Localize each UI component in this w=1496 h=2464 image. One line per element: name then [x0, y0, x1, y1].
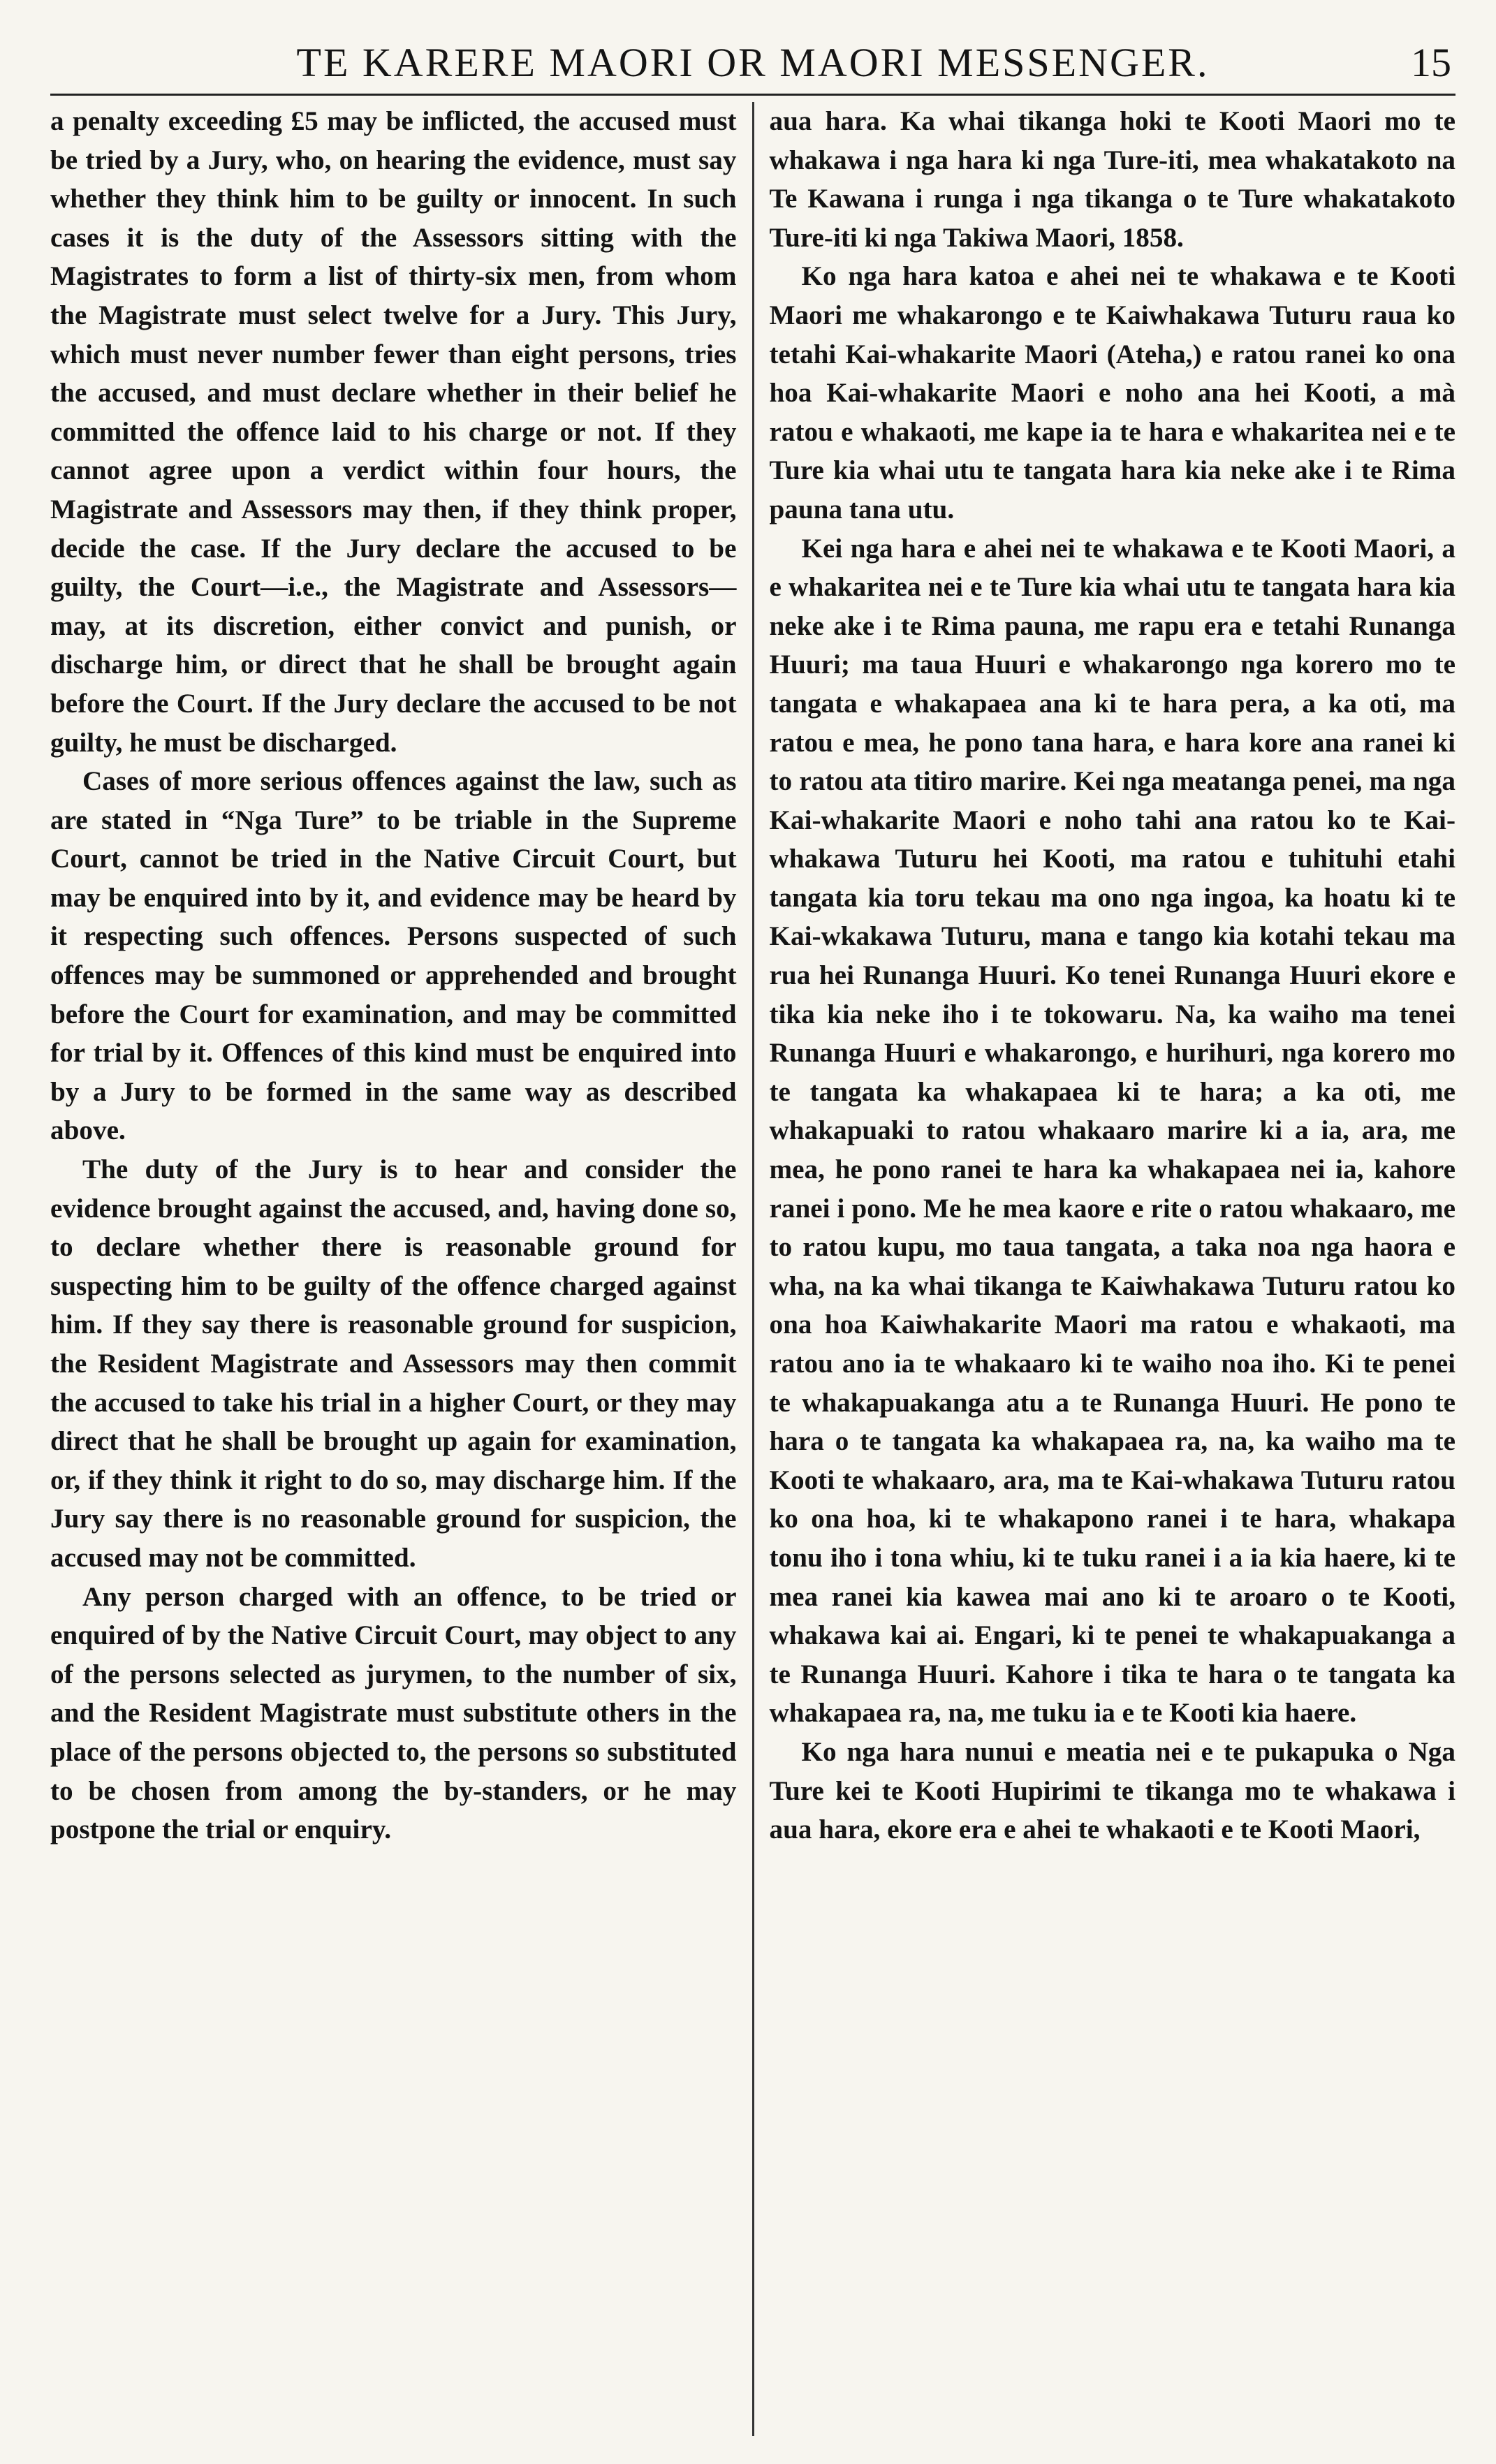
english-paragraph-4: Any person charged with an offence, to be tried or enquired of by the Native Circuit Court, may object to any of the persons selected as jurymen, to the number of six, and the Resident Magistrate must substitute others in the place of the persons objected to, the persons so substituted to be chosen from among the by-standers, or he may postpone the trial or enquiry. — [50, 1581, 737, 1845]
maori-paragraph-1: aua hara. Ka whai tikanga hoki te Kooti Maori mo te whakawa i nga hara ki nga Ture-iti, mea whakatakoto na Te Kawana i runga i nga tikanga o te Ture whakatakoto Ture-iti ki nga Takiwa Maori, 1858. — [769, 106, 1455, 253]
page-number: 15 — [1411, 40, 1451, 85]
maori-paragraph-2: Ko nga hara katoa e ahei nei te whakawa e te Kooti Maori me whakarongo e te Kaiwhakawa Tuturu raua ko tetahi Kai-whakarite Maori (Ateha,) e ratou ranei ko ona hoa Kai-whakarite Maori e noho ana hei Kooti, a mà ratou e whakaoti, me kape ia te hara e whakaritea nei e te Ture kia whai utu te tangata hara kia neke ake i te Rima pauna tana utu. — [769, 261, 1455, 525]
english-paragraph-3: The duty of the Jury is to hear and consider the evidence brought against the accused, and, having done so, to declare whether there is reasonable ground for suspecting him to be guilty of the offence charged against him. If they say there is reasonable ground for suspicion, the Resident Magistrate and Assessors may then commit the accused to take his trial in a higher Court, or they may direct that he shall be brought up again for examination, or, if they think it right to do so, may discharge him. If the Jury say there is no reasonable ground for suspicion, the accused may not be committed. — [50, 1154, 737, 1573]
maori-column — [754, 102, 1456, 2436]
english-paragraph-2: Cases of more serious offences against the law, such as are stated in “Nga Ture” to be triable in the Supreme Court, cannot be tried in the Native Circuit Court, but may be enquired into by it, and evidence may be heard by it respecting such offences. Persons suspected of such offences may be summoned or apprehended and brought before the Court for examination, and may be committed for trial by it. Offences of this kind must be enquired into by a Jury to be formed in the same way as described above. — [50, 766, 737, 1146]
maori-paragraph-4: Ko nga hara nunui e meatia nei e te pukapuka o Nga Ture kei te Kooti Hupirimi te tikanga mo te whakawa i aua hara, ekore era e ahei te whakaoti e te Kooti Maori, — [769, 1736, 1455, 1845]
english-paragraph-1: a penalty exceeding £5 may be inflicted, the accused must be tried by a Jury, who, on hearing the evidence, must say whether they think him to be guilty or innocent. In such cases it is the duty of the Assessors sitting with the Magistrates to form a list of thirty-six men, from whom the Magistrate must select twelve for a Jury. This Jury, which must never number fewer than eight persons, tries the accused, and must declare whether in their belief he committed the offence laid to his charge or not. If they cannot agree upon a verdict within four hours, the Magistrate and Assessors may then, if they think proper, decide the case. If the Jury declare the accused to be guilty, the Court—i.e., the Magistrate and Assessors—may, at its discretion, either convict and punish, or discharge him, or direct that he shall be brought again before the Court. If the Jury declare the accused to be not guilty, he must be discharged. — [50, 106, 737, 758]
english-column — [50, 102, 752, 2436]
masthead-title: TE KARERE MAORI OR MAORI MESSENGER. — [296, 40, 1210, 85]
article-columns — [50, 102, 1455, 2436]
page-header — [50, 27, 1455, 96]
maori-paragraph-3: Kei nga hara e ahei nei te whakawa e te Kooti Maori, a e whakaritea nei e te Ture kia whai utu te tangata hara kia neke ake i te Rima pauna, me rapu era e tetahi Runanga Huuri; ma taua Huuri e whakarongo nga korero mo te tangata e whakapaea ana ki te hara pera, a ka oti, ma ratou e mea, he pono tana hara, e hara kore ana ranei ki to ratou ata titiro marire. Kei nga meatanga penei, ma nga Kai-whakarite Maori e noho tahi ana ratou ko te Kai-whakawa Tuturu hei Kooti, ma ratou e tuhituhi etahi tangata kia toru tekau ma ono nga ingoa, ka hoatu ki te Kai-wkakawa Tuturu, mana e tango kia kotahi tekau ma rua hei Runanga Huuri. Ko tenei Runanga Huuri ekore e tika kia neke iho i te tokowaru. Na, ka waiho ma tenei Runanga Huuri e whakarongo, e hurihuri, nga korero mo te tangata ka whakapaea ki te hara; a ka oti, me whakapuaki to ratou whakaaro marire ki a ia, ara, me mea, he pono ranei te hara ka whakapaea nei ia, kahore ranei i pono. Me he mea kaore e rite o ratou whakaaro, me to ratou kupu, mo taua tangata, a taka noa nga haora e wha, na ka whai tikanga te Kaiwhakawa Tuturu ratou ko ona hoa Kaiwhakarite Maori ma ratou e whakaoti, ma ratou ano ia te whakaaro ki te waiho noa iho. Ki te penei te whakapuakanga atu a te Runanga Huuri. He pono te hara o te tangata ka whakapaea ra, na, ka waiho ma te Kooti te whakaaro, ara, ma te Kai-whakawa Tuturu ratou ko ona hoa, ki te whakapono ranei i te hara, whakapa tonu iho i tona whiu, ki te tuku ranei i a ia kia haere, ki te mea ranei kia kawea mai ano ki te aroaro o te Kooti, whakawa kai ai. Engari, ki te penei te whakapuakanga a te Runanga Huuri. Kahore i tika te hara o te tangata ka whakapaea ra, na, me tuku ia e te Kooti kia haere. — [769, 533, 1455, 1729]
